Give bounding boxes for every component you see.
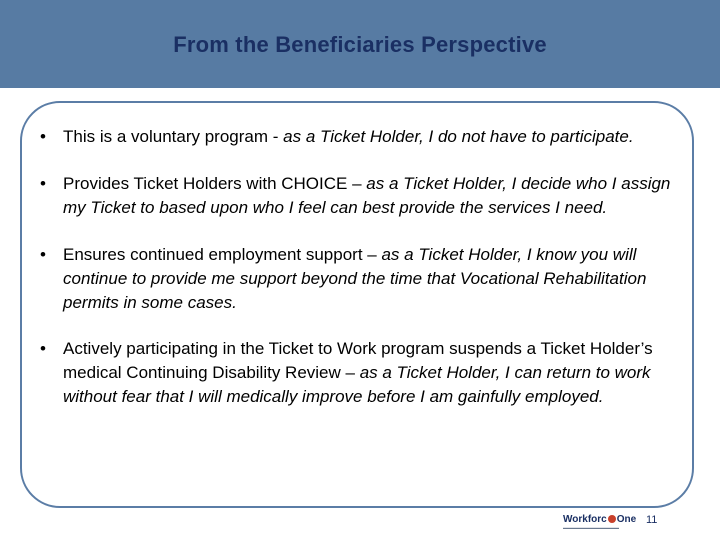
bullet-item-voluntary — [40, 125, 680, 149]
bullet-marker: • — [40, 174, 46, 193]
bullet-marker: • — [40, 127, 46, 146]
page-number: 11 — [646, 514, 658, 526]
bullet-marker: • — [40, 339, 46, 358]
bullet-list — [40, 125, 680, 432]
bullet-text: Actively participating in the Ticket to Work program suspends a Ticket Holder’s medical Continuing Disability Review – — [63, 339, 653, 382]
bullet-text-italic: as a Ticket Holder, I decide who I assign my Ticket to based upon who I feel can best provide the services I need. — [63, 174, 671, 217]
logo-tagline-graphic: ▬▬▬▬▬▬▬▬▬▬▬▬▬▬ — [563, 525, 619, 530]
bullet-text: Provides Ticket Holders with CHOICE – — [63, 174, 367, 193]
bullet-text-italic: as a Ticket Holder, I can return to work without fear that I will medically improve before I am gainfully employed. — [63, 363, 651, 406]
bullet-text-italic: as a Ticket Holder, I know you will continue to provide me support beyond the time that Vocational Rehabilitation permits in some cases. — [63, 245, 647, 312]
logo-wordmark — [563, 514, 635, 525]
workforce-one-logo — [563, 514, 635, 536]
slide-title: From the Beneficiaries Perspective — [173, 32, 547, 57]
bullet-text: This is a voluntary program - — [63, 127, 284, 146]
bullet-item-support — [40, 243, 680, 315]
bullet-item-disability-review — [40, 337, 680, 409]
logo-text-left: Workforc — [563, 514, 607, 525]
workforce-one-circle-icon — [608, 515, 616, 523]
bullet-text-italic: as a Ticket Holder, I do not have to participate. — [283, 127, 634, 146]
bullet-item-choice — [40, 172, 680, 220]
bullet-text: Ensures continued employment support – — [63, 245, 382, 264]
bullet-marker: • — [40, 245, 46, 264]
logo-text-right: One — [616, 514, 637, 525]
